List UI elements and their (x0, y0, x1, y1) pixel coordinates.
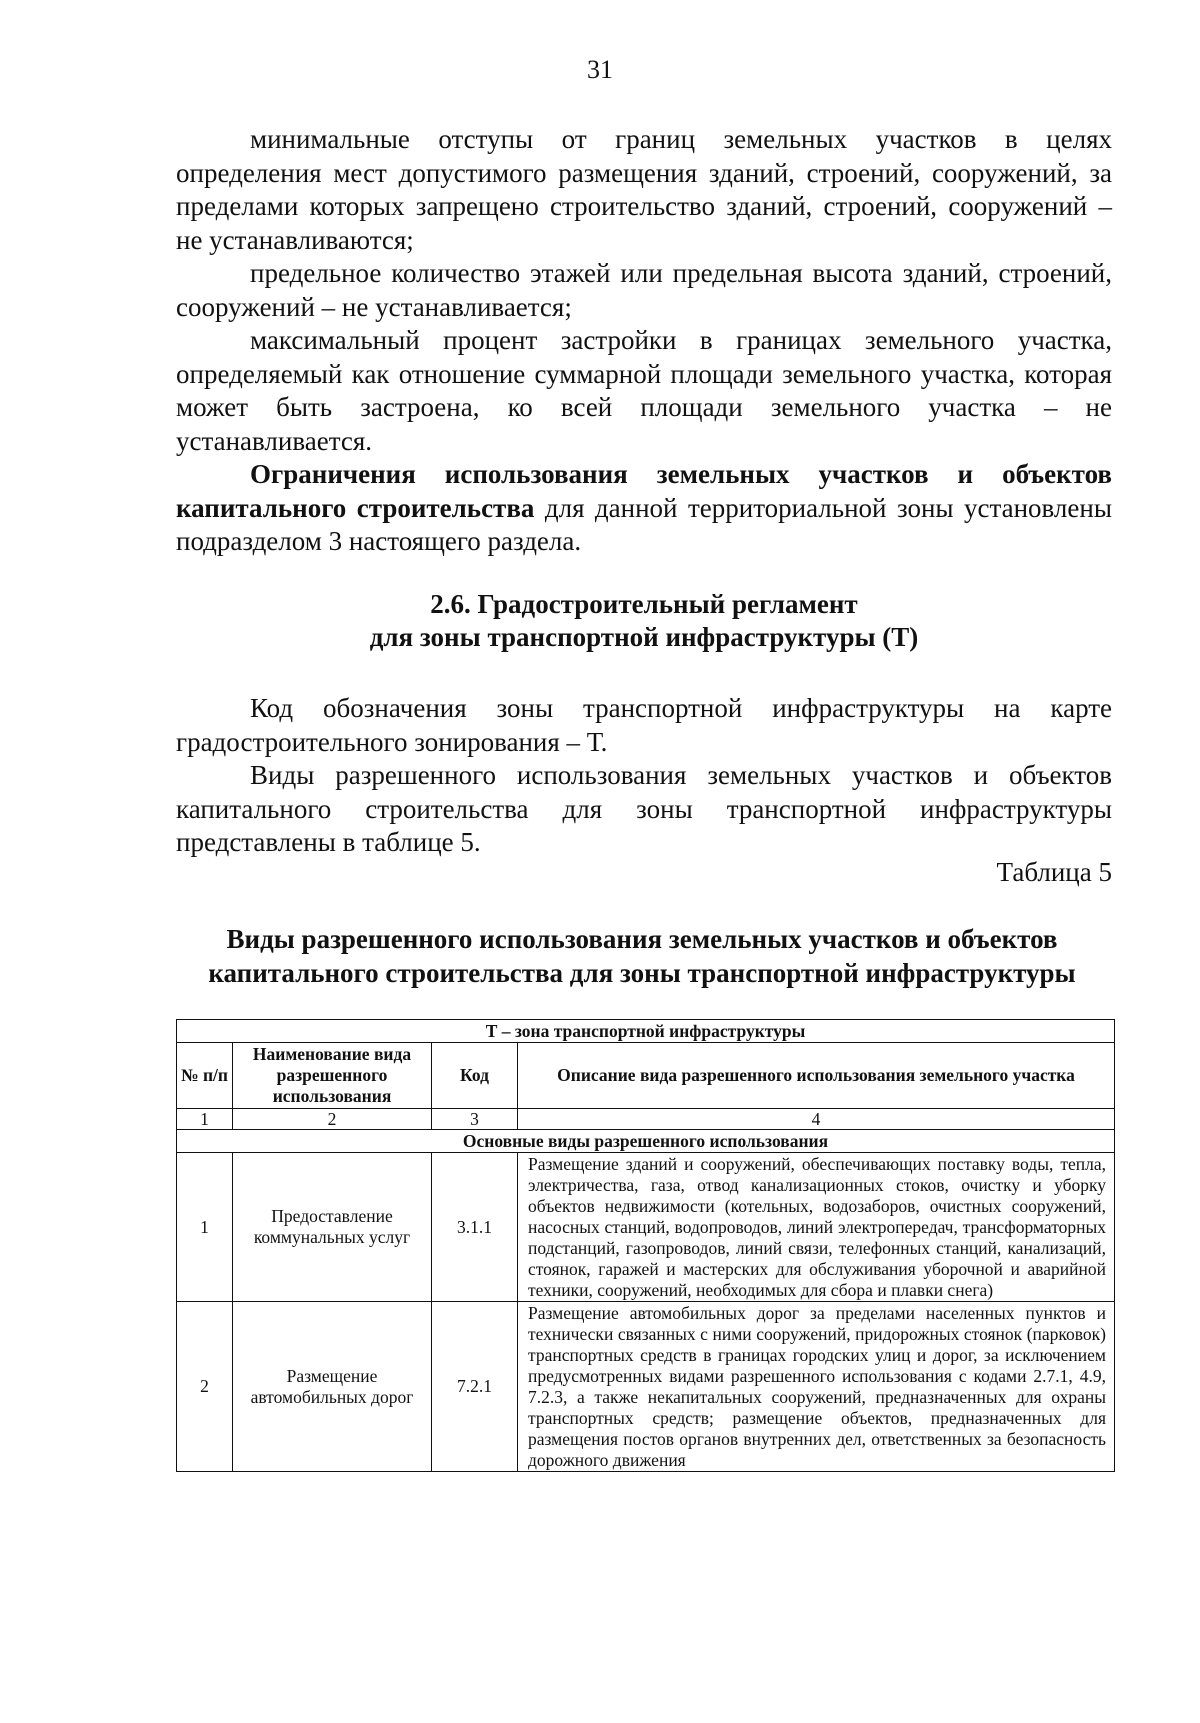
column-index-cell: 4 (518, 1109, 1115, 1130)
row-code: 7.2.1 (432, 1302, 518, 1472)
paragraph-building-percent: максимальный процент застройки в границах земельного участка, определяемый как отношение суммарной площади земельного участка, которая может быть застроена, ко всей площади земельного участка – не устанавливается. (176, 325, 1112, 456)
zone-header: Т – зона транспортной инфраструктуры (177, 1020, 1115, 1043)
section-heading (176, 588, 1112, 654)
paragraph-restrictions (176, 458, 1112, 559)
header-code: Код (432, 1043, 518, 1109)
intro-text (176, 123, 1112, 559)
land-use-table (176, 1019, 1115, 1472)
paragraph-zone-code: Код обозначения зоны транспортной инфраструктуры на карте градостроительного зонирования – Т. (176, 693, 1112, 757)
section-heading-line1: 2.6. Градостроительный регламент (430, 589, 858, 619)
table-label: Таблица 5 (996, 857, 1112, 887)
restrictions-bold: Ограничения использования земельных участков и объектов капитального строительства (176, 459, 1112, 523)
paragraph-floors: предельное количество этажей или предельная высота зданий, строений, сооружений – не устанавливается; (176, 258, 1112, 322)
table-row (177, 1153, 1115, 1302)
table-title (160, 922, 1124, 990)
restrictions-rest: для данной территориальной зоны установлены подразделом 3 настоящего раздела. (176, 492, 1112, 556)
column-header-row (177, 1043, 1115, 1109)
column-index-row (177, 1109, 1115, 1130)
table-title-line1: Виды разрешенного использования земельных участков и объектов (226, 924, 1058, 954)
row-code: 3.1.1 (432, 1153, 518, 1302)
paragraph-table-reference: Виды разрешенного использования земельных участков и объектов капитального строительства для зоны транспортной инфраструктуры представлены в таблице 5. (176, 760, 1112, 857)
row-desc: Размещение автомобильных дорог за пределами населенных пунктов и технически связанных с ними сооружений, придорожных стоянок (парковок) транспортных средств в границах городских улиц и дорог, за исключением предусмотренных видами разрешенного использования с кодами 2.7.1, 4.9, 7.2.3, а также некапитальных сооружений, предназначенных для охраны транспортных средств; размещение объектов, предназначенных для размещения постов органов внутренних дел, ответственных за безопасность дорожного движения (518, 1302, 1115, 1472)
zone-code-text (176, 692, 1112, 860)
column-index-cell: 2 (233, 1109, 432, 1130)
page-number: 31 (587, 55, 613, 84)
table-row (177, 1302, 1115, 1472)
row-desc: Размещение зданий и сооружений, обеспечивающих поставку воды, тепла, электричества, газа, отвод канализационных стоков, очистку и уборку объектов недвижимости (котельных, водозаборов, очистных сооружений, насосных станций, водопроводов, линий электропередач, трансформаторных подстанций, газопроводов, линий связи, телефонных станций, канализаций, стоянок, гаражей и мастерских для обслуживания уборочной и аварийной техники, сооружений, необходимых для сбора и плавки снега) (518, 1153, 1115, 1302)
zone-header-row (177, 1020, 1115, 1043)
row-num: 1 (177, 1153, 233, 1302)
header-name: Наименование вида разрешенного использования (233, 1043, 432, 1109)
header-num: № п/п (177, 1043, 233, 1109)
table-title-line2: капитального строительства для зоны транспортной инфраструктуры (208, 958, 1076, 988)
section-heading-line2: для зоны транспортной инфраструктуры (Т) (369, 622, 919, 652)
main-kinds-row (177, 1130, 1115, 1153)
row-name: Размещение автомобильных дорог (233, 1302, 432, 1472)
column-index-cell: 1 (177, 1109, 233, 1130)
paragraph-setbacks: минимальные отступы от границ земельных участков в целях определения мест допустимого размещения зданий, строений, сооружений, за пределами которых запрещено строительство зданий, строений, сооружений – не устанавливаются; (176, 124, 1112, 255)
main-kinds-header: Основные виды разрешенного использования (177, 1130, 1115, 1153)
row-num: 2 (177, 1302, 233, 1472)
row-name: Предоставление коммунальных услуг (233, 1153, 432, 1302)
header-desc: Описание вида разрешенного использования земельного участка (518, 1043, 1115, 1109)
column-index-cell: 3 (432, 1109, 518, 1130)
